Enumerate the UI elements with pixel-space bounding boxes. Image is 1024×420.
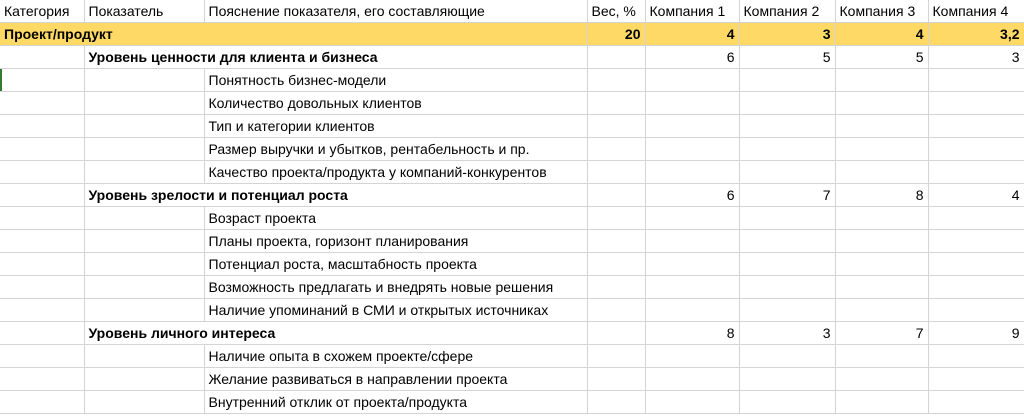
header-cell[interactable]: Показатель [84,0,204,23]
score-cell[interactable]: 8 [835,184,928,207]
score-cell[interactable]: 7 [739,184,835,207]
explanation-cell[interactable]: Внутренний отклик от проекта/продукта [204,391,587,414]
value-cell[interactable] [645,345,739,368]
category-cell[interactable] [0,161,84,184]
value-cell[interactable] [587,368,645,391]
explanation-cell[interactable]: Наличие упоминаний в СМИ и открытых источниках [204,299,587,322]
value-cell[interactable] [739,276,835,299]
header-cell[interactable]: Вес, % [587,0,645,23]
value-cell[interactable] [645,138,739,161]
metric-row [0,46,1024,69]
metric-cell[interactable] [84,299,204,322]
value-cell[interactable] [739,161,835,184]
value-cell[interactable] [645,115,739,138]
metric-cell[interactable] [84,276,204,299]
explanation-cell[interactable]: Качество проекта/продукта у компаний-конкурентов [204,161,587,184]
metric-cell[interactable] [84,69,204,92]
category-cell[interactable] [0,253,84,276]
value-cell[interactable] [739,391,835,414]
value-cell[interactable] [645,391,739,414]
explanation-cell[interactable]: Планы проекта, горизонт планирования [204,230,587,253]
score-cell[interactable]: 6 [645,184,739,207]
active-row-marker [0,69,2,91]
item-row [0,253,1024,276]
category-cell[interactable] [0,69,84,92]
header-cell[interactable]: Компания 1 [645,0,739,23]
value-cell[interactable] [587,276,645,299]
value-cell[interactable] [835,69,928,92]
score-cell[interactable]: 9 [928,322,1024,345]
explanation-cell[interactable]: Потенциал роста, масштабность проекта [204,253,587,276]
score-cell[interactable]: 4 [835,23,928,46]
metric-cell[interactable] [84,391,204,414]
value-cell[interactable] [587,161,645,184]
category-cell[interactable] [0,115,84,138]
item-row [0,69,1024,92]
value-cell[interactable] [835,253,928,276]
value-cell[interactable] [587,345,645,368]
value-cell[interactable] [835,368,928,391]
value-cell[interactable] [739,92,835,115]
category-cell[interactable] [0,345,84,368]
value-cell[interactable] [587,138,645,161]
header-cell[interactable]: Пояснение показателя, его составляющие [204,0,587,23]
score-cell[interactable]: 8 [645,322,739,345]
value-cell[interactable] [928,115,1024,138]
value-cell[interactable] [928,138,1024,161]
explanation-cell[interactable]: Наличие опыта в схожем проекте/сфере [204,345,587,368]
score-cell[interactable]: 3 [928,46,1024,69]
value-cell[interactable] [928,92,1024,115]
item-row [0,368,1024,391]
explanation-cell[interactable]: Тип и категории клиентов [204,115,587,138]
category-name-cell[interactable]: Проект/продукт [0,23,587,46]
metric-cell[interactable] [84,368,204,391]
value-cell[interactable] [587,253,645,276]
explanation-cell[interactable]: Количество довольных клиентов [204,92,587,115]
header-row [0,0,1024,23]
metric-name-cell[interactable]: Уровень зрелости и потенциал роста [84,184,587,207]
score-cell[interactable]: 4 [928,184,1024,207]
score-cell[interactable]: 3,2 [928,23,1024,46]
value-cell[interactable] [928,368,1024,391]
value-cell[interactable] [835,92,928,115]
value-cell[interactable] [928,69,1024,92]
metric-name-cell[interactable]: Уровень ценности для клиента и бизнеса [84,46,587,69]
weight-cell[interactable]: 20 [587,23,645,46]
category-cell[interactable] [0,391,84,414]
value-cell[interactable] [645,69,739,92]
metric-cell[interactable] [84,161,204,184]
value-cell[interactable] [645,92,739,115]
header-cell[interactable]: Категория [0,0,84,23]
value-cell[interactable] [645,207,739,230]
explanation-cell[interactable]: Желание развиваться в направлении проекта [204,368,587,391]
value-cell[interactable] [835,345,928,368]
item-row [0,299,1024,322]
value-cell[interactable] [835,230,928,253]
item-row [0,391,1024,414]
category-cell[interactable] [0,230,84,253]
item-row [0,207,1024,230]
header-cell[interactable]: Компания 4 [928,0,1024,23]
metric-cell[interactable] [84,115,204,138]
value-cell[interactable] [587,299,645,322]
item-row [0,230,1024,253]
category-cell[interactable] [0,138,84,161]
value-cell[interactable] [928,276,1024,299]
value-cell[interactable] [645,230,739,253]
value-cell[interactable] [739,368,835,391]
metric-name-cell[interactable]: Уровень личного интереса [84,322,587,345]
score-cell[interactable]: 6 [645,46,739,69]
value-cell[interactable] [739,69,835,92]
explanation-cell[interactable]: Понятность бизнес-модели [204,69,587,92]
value-cell[interactable] [835,391,928,414]
value-cell[interactable] [928,161,1024,184]
weight-cell[interactable] [587,322,645,345]
score-cell[interactable]: 4 [645,23,739,46]
value-cell[interactable] [928,391,1024,414]
value-cell[interactable] [928,345,1024,368]
value-cell[interactable] [835,161,928,184]
score-cell[interactable]: 3 [739,23,835,46]
category-cell[interactable] [0,322,84,345]
value-cell[interactable] [835,276,928,299]
item-row [0,138,1024,161]
value-cell[interactable] [928,230,1024,253]
value-cell[interactable] [587,92,645,115]
value-cell[interactable] [645,299,739,322]
value-cell[interactable] [645,276,739,299]
score-cell[interactable]: 3 [739,322,835,345]
value-cell[interactable] [739,299,835,322]
score-cell[interactable]: 7 [835,322,928,345]
metric-cell[interactable] [84,345,204,368]
header-cell[interactable]: Компания 2 [739,0,835,23]
metric-row [0,322,1024,345]
value-cell[interactable] [587,230,645,253]
score-cell[interactable]: 5 [739,46,835,69]
score-cell[interactable]: 5 [835,46,928,69]
value-cell[interactable] [835,299,928,322]
item-row [0,345,1024,368]
category-cell[interactable] [0,299,84,322]
value-cell[interactable] [739,230,835,253]
weight-cell[interactable] [587,184,645,207]
value-cell[interactable] [739,253,835,276]
category-cell[interactable] [0,46,84,69]
metric-row [0,184,1024,207]
value-cell[interactable] [587,207,645,230]
category-cell[interactable] [0,92,84,115]
weight-cell[interactable] [587,46,645,69]
value-cell[interactable] [928,299,1024,322]
value-cell[interactable] [645,368,739,391]
value-cell[interactable] [835,115,928,138]
value-cell[interactable] [835,138,928,161]
value-cell[interactable] [739,207,835,230]
value-cell[interactable] [739,345,835,368]
item-row [0,276,1024,299]
category-row [0,23,1024,46]
value-cell[interactable] [645,161,739,184]
metric-cell[interactable] [84,138,204,161]
value-cell[interactable] [739,138,835,161]
item-row [0,92,1024,115]
metric-cell[interactable] [84,207,204,230]
value-cell[interactable] [587,115,645,138]
category-cell[interactable] [0,368,84,391]
category-cell[interactable] [0,276,84,299]
value-cell[interactable] [739,115,835,138]
explanation-cell[interactable]: Размер выручки и убытков, рентабельность и пр. [204,138,587,161]
value-cell[interactable] [587,69,645,92]
value-cell[interactable] [587,391,645,414]
metric-cell[interactable] [84,230,204,253]
category-cell[interactable] [0,184,84,207]
value-cell[interactable] [645,253,739,276]
value-cell[interactable] [928,253,1024,276]
explanation-cell[interactable]: Возраст проекта [204,207,587,230]
metric-cell[interactable] [84,92,204,115]
category-cell[interactable] [0,207,84,230]
value-cell[interactable] [928,207,1024,230]
explanation-cell[interactable]: Возможность предлагать и внедрять новые решения [204,276,587,299]
item-row [0,161,1024,184]
metric-cell[interactable] [84,253,204,276]
header-cell[interactable]: Компания 3 [835,0,928,23]
item-row [0,115,1024,138]
value-cell[interactable] [835,207,928,230]
